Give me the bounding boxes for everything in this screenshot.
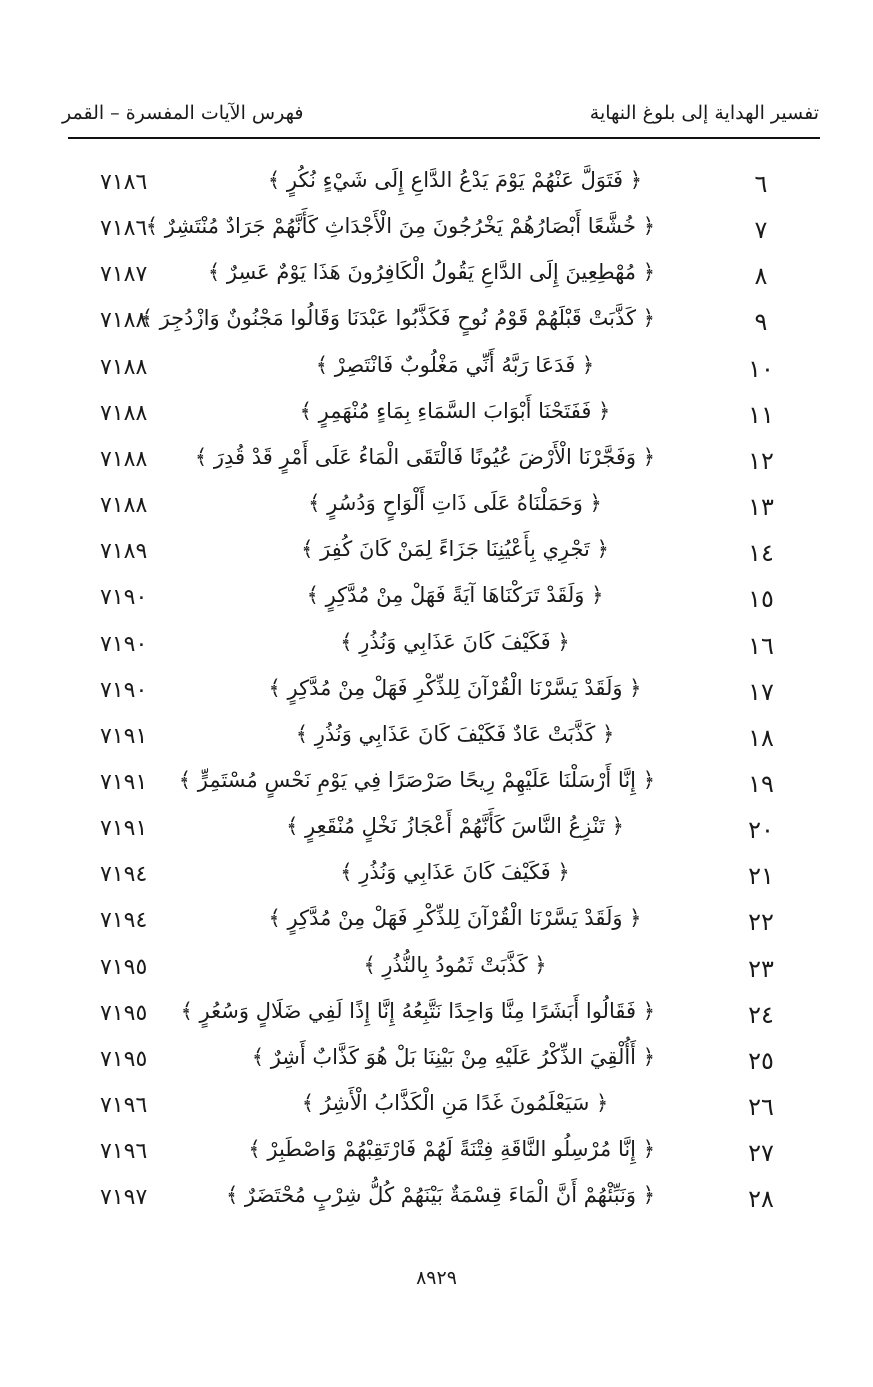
header-rule xyxy=(68,137,820,139)
verse-number: ١٦ xyxy=(748,631,774,660)
verse-number: ٦ xyxy=(754,170,768,198)
page-reference: ٧١٩٠ xyxy=(100,677,148,703)
index-row xyxy=(0,164,873,210)
verse-text: ﴿ أَأُلْقِيَ الذِّكْرُ عَلَيْهِ مِنْ بَيْنِنَا بَلْ هُوَ كَذَّابٌ أَشِرٌ ﴾ xyxy=(251,1044,655,1069)
verse-text: ﴿ وَفَجَّرْنَا الْأَرْضَ عُيُونًا فَالْتَقَى الْمَاءُ عَلَى أَمْرٍ قَدْ قُدِرَ ﴾ xyxy=(194,444,655,469)
verse-number: ٢١ xyxy=(748,862,774,891)
verse-text: ﴿ فَكَيْفَ كَانَ عَذَابِي وَنُذُرِ ﴾ xyxy=(340,860,570,885)
verse-text: ﴿ كَذَّبَتْ عَادٌ فَكَيْفَ كَانَ عَذَابِي وَنُذُرِ ﴾ xyxy=(295,721,615,746)
index-row xyxy=(0,902,873,948)
verse-number: ٢٤ xyxy=(748,1000,774,1029)
page-reference: ٧١٩٥ xyxy=(100,954,148,980)
verse-text: ﴿ فَدَعَا رَبَّهُ أَنِّي مَغْلُوبٌ فَانْتَصِرْ ﴾ xyxy=(315,352,595,377)
page-reference: ٧١٩٤ xyxy=(100,908,148,934)
verse-number: ١٥ xyxy=(748,585,774,614)
index-row xyxy=(0,1179,873,1225)
index-row xyxy=(0,579,873,625)
index-row xyxy=(0,349,873,395)
verse-text: ﴿ فَفَتَحْنَا أَبْوَابَ السَّمَاءِ بِمَاءٍ مُنْهَمِرٍ ﴾ xyxy=(299,398,611,423)
index-row xyxy=(0,1133,873,1179)
verse-number: ٢٦ xyxy=(748,1093,774,1121)
index-row xyxy=(0,1087,873,1133)
verse-number: ١٩ xyxy=(748,769,774,798)
verse-text: ﴿ إِنَّا أَرْسَلْنَا عَلَيْهِمْ رِيحًا صَرْصَرًا فِي يَوْمِ نَحْسٍ مُسْتَمِرٍّ ﴾ xyxy=(178,767,655,792)
page-reference: ٧١٩٠ xyxy=(100,631,148,657)
index-row xyxy=(0,810,873,856)
index-row xyxy=(0,210,873,256)
verse-text: ﴿ فَقَالُوا أَبَشَرًا مِنَّا وَاحِدًا نَتَّبِعُهُ إِنَّا إِذًا لَفِي ضَلَالٍ وَسُعُرٍ ﴾ xyxy=(180,998,655,1023)
verse-number: ٢٠ xyxy=(748,816,774,845)
index-row xyxy=(0,856,873,902)
verse-number: ١٤ xyxy=(748,539,774,568)
page-reference: ٧١٩٥ xyxy=(100,1046,148,1072)
index-row xyxy=(0,995,873,1041)
verse-text: ﴿ وَحَمَلْنَاهُ عَلَى ذَاتِ أَلْوَاحٍ وَدُسُرٍ ﴾ xyxy=(308,491,602,516)
page-reference: ٧١٨٨ xyxy=(100,446,148,472)
index-row xyxy=(0,533,873,579)
page-reference: ٧١٩٧ xyxy=(100,1185,148,1211)
page-reference: ٧١٩١ xyxy=(100,816,148,842)
page-reference: ٧١٨٦ xyxy=(100,170,148,195)
verse-text: ﴿ تَجْرِي بِأَعْيُنِنَا جَزَاءً لِمَنْ كَانَ كُفِرَ ﴾ xyxy=(301,537,609,562)
index-row xyxy=(0,256,873,302)
verse-text: ﴿ وَلَقَدْ يَسَّرْنَا الْقُرْآنَ لِلذِّكْرِ فَهَلْ مِنْ مُدَّكِرٍ ﴾ xyxy=(268,906,642,931)
verse-number: ٢٨ xyxy=(748,1185,774,1214)
page-reference: ٧١٩٥ xyxy=(100,1000,148,1026)
verse-number: ١٠ xyxy=(748,354,774,383)
verse-text: ﴿ كَذَّبَتْ ثَمُودُ بِالنُّذُرِ ﴾ xyxy=(363,952,547,977)
index-row xyxy=(0,949,873,995)
index-row xyxy=(0,395,873,441)
verse-number: ٧ xyxy=(754,216,768,245)
page-reference: ٧١٨٩ xyxy=(100,539,148,565)
index-row xyxy=(0,302,873,348)
verse-text: ﴿ وَنَبِّئْهُمْ أَنَّ الْمَاءَ قِسْمَةٌ بَيْنَهُمْ كُلُّ شِرْبٍ مُحْتَضَرٌ ﴾ xyxy=(225,1183,655,1208)
page-reference: ٧١٩٤ xyxy=(100,862,148,888)
verse-text: ﴿ خُشَّعًا أَبْصَارُهُمْ يَخْرُجُونَ مِنَ الْأَجْدَاثِ كَأَنَّهُمْ جَرَادٌ مُنْتَشِرٌ ﴾ xyxy=(145,214,655,239)
verse-number: ٢٥ xyxy=(748,1046,774,1075)
index-row xyxy=(0,672,873,718)
verse-text: ﴿ تَنْزِعُ النَّاسَ كَأَنَّهُمْ أَعْجَازُ نَخْلٍ مُنْقَعِرٍ ﴾ xyxy=(286,814,624,839)
index-row xyxy=(0,1041,873,1087)
page-reference: ٧١٩٦ xyxy=(100,1093,148,1118)
verse-number: ٢٧ xyxy=(748,1139,774,1168)
verse-number: ٢٢ xyxy=(748,908,774,937)
page-reference: ٧١٩١ xyxy=(100,769,148,795)
verse-number: ٩ xyxy=(754,308,768,337)
page-reference: ٧١٩٦ xyxy=(100,1139,148,1165)
verse-text: ﴿ سَيَعْلَمُونَ غَدًا مَنِ الْكَذَّابُ الْأَشِرُ ﴾ xyxy=(301,1091,609,1115)
page-reference: ٧١٨٨ xyxy=(100,400,148,426)
verse-text: ﴿ كَذَّبَتْ قَبْلَهُمْ قَوْمُ نُوحٍ فَكَذَّبُوا عَبْدَنَا وَقَالُوا مَجْنُونٌ وَازْدُجِرَ ﴾ xyxy=(140,306,655,331)
verse-text: ﴿ فَكَيْفَ كَانَ عَذَابِي وَنُذُرِ ﴾ xyxy=(340,629,570,654)
page-number: ٨٩٢٩ xyxy=(416,1267,457,1289)
index-row xyxy=(0,718,873,764)
verse-text: ﴿ إِنَّا مُرْسِلُو النَّاقَةِ فِتْنَةً لَهُمْ فَارْتَقِبْهُمْ وَاصْطَبِرْ ﴾ xyxy=(248,1137,655,1162)
index-row xyxy=(0,487,873,533)
verse-number: ١٧ xyxy=(748,677,774,706)
verse-text: ﴿ فَتَوَلَّ عَنْهُمْ يَوْمَ يَدْعُ الدَّاعِ إِلَى شَيْءٍ نُكُرٍ ﴾ xyxy=(267,168,643,192)
verse-number: ٢٣ xyxy=(748,954,774,983)
page-reference: ٧١٨٦ xyxy=(100,216,148,242)
verse-number: ٨ xyxy=(754,262,768,291)
page-reference: ٧١٩٠ xyxy=(100,585,148,611)
page-header xyxy=(62,96,819,136)
page-reference: ٧١٨٨ xyxy=(100,354,148,380)
index-row xyxy=(0,441,873,487)
page-reference: ٧١٨٧ xyxy=(100,262,148,288)
verse-text: ﴿ وَلَقَدْ تَرَكْنَاهَا آيَةً فَهَلْ مِنْ مُدَّكِرٍ ﴾ xyxy=(306,583,604,608)
verse-text: ﴿ وَلَقَدْ يَسَّرْنَا الْقُرْآنَ لِلذِّكْرِ فَهَلْ مِنْ مُدَّكِرٍ ﴾ xyxy=(268,675,642,700)
verse-number: ١١ xyxy=(748,400,774,429)
verse-number: ١٣ xyxy=(748,493,774,522)
section-title: فهرس الآيات المفسرة – القمر xyxy=(62,102,304,124)
book-title: تفسير الهداية إلى بلوغ النهاية xyxy=(589,102,819,124)
index-row xyxy=(0,764,873,810)
verse-number: ١٢ xyxy=(748,446,774,475)
verse-text: ﴿ مُهْطِعِينَ إِلَى الدَّاعِ يَقُولُ الْكَافِرُونَ هَذَا يَوْمٌ عَسِرٌ ﴾ xyxy=(207,260,655,285)
page-reference: ٧١٨٨ xyxy=(100,493,148,519)
page-reference: ٧١٩١ xyxy=(100,723,148,749)
verse-number: ١٨ xyxy=(748,723,774,752)
index-row xyxy=(0,626,873,672)
page-reference: ٧١٨٨ xyxy=(100,308,148,334)
